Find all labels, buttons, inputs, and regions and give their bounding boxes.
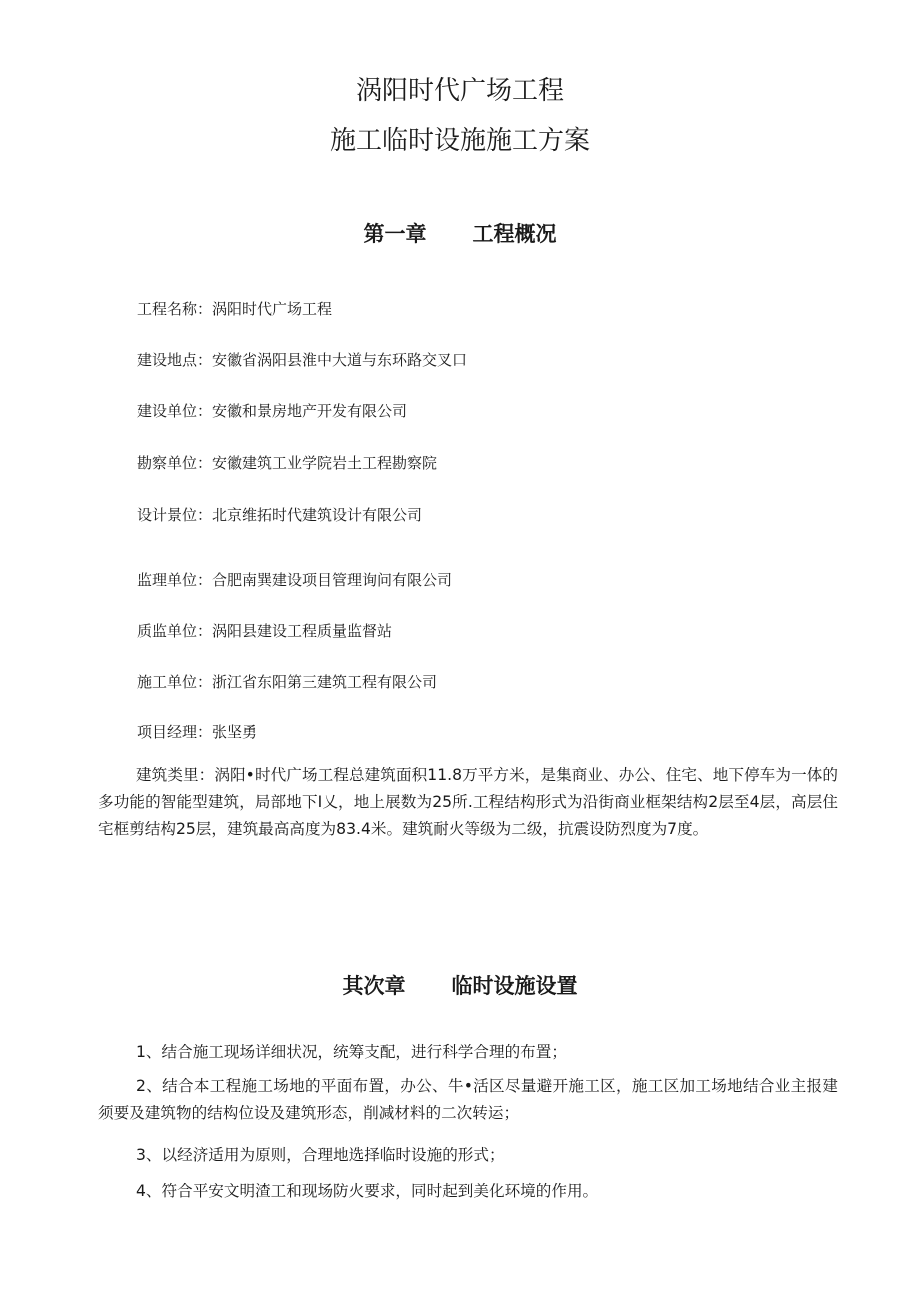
info-owner — [137, 400, 407, 422]
info-label: 设计景位： — [137, 506, 213, 524]
principle-item: 4、符合平安文明渣工和现场防火要求，同时起到美化环境的作用。 — [136, 1182, 599, 1200]
info-contractor — [137, 671, 437, 693]
info-design — [137, 504, 422, 526]
info-label: 项目经理： — [137, 723, 213, 741]
info-value: 安徽建筑工业学院岩土工程勘察院 — [212, 454, 438, 472]
building-description: 建筑类里：涡阳•时代广场工程总建筑面积11.8万平方米，是集商业、办公、住宅、地下停车为一体的多功能的智能型建筑，局部地下I乂，地上展数为25所.工程结构形式为沿街商业框架结构2层至4层，高层住宅框剪结构25层，建筑最高高度为83.4米。建筑耐火等级为二级，抗震设防烈度为7度。 — [98, 766, 838, 838]
info-label: 建设单位： — [137, 402, 213, 420]
principle-item: 1、结合施工现场详细状况，统筹支配，进行科学合理的布置； — [136, 1043, 567, 1061]
document-title-line1: 涡阳时代广场工程 — [355, 76, 564, 106]
info-label: 工程名称： — [137, 300, 213, 318]
chapter1-heading — [0, 219, 920, 249]
info-supervision — [137, 569, 452, 591]
info-value: 安徽省涡阳县淮中大道与东环路交叉口 — [212, 351, 468, 369]
info-label: 勘察单位： — [137, 454, 213, 472]
info-survey — [137, 452, 437, 474]
info-value: 张坚勇 — [212, 723, 258, 741]
principle-item: 3、以经济适用为原则，合理地选择临时设施的形式； — [136, 1146, 505, 1164]
chapter1-number: 第一章 — [363, 222, 427, 246]
info-label: 施工单位： — [137, 673, 213, 691]
principle-item: 2、结合本工程施工场地的平面布置，办公、牛•活区尽量避开施工区，施工区加工场地结合业主报建须要及建筑物的结构位设及建筑形态，削减材料的二次转运； — [98, 1077, 838, 1122]
info-value: 合肥南巽建设项目管理询问有限公司 — [212, 571, 453, 589]
info-value: 北京维拓时代建筑设计有限公司 — [212, 506, 423, 524]
info-location — [137, 349, 467, 371]
chapter1-name: 工程概况 — [472, 222, 557, 246]
info-quality-supervision — [137, 620, 392, 642]
chapter2-number: 其次章 — [342, 974, 406, 998]
info-label: 监理单位： — [137, 571, 213, 589]
info-value: 涡阳县建设工程质量监督站 — [212, 622, 393, 640]
info-value: 浙江省东阳第三建筑工程有限公司 — [212, 673, 438, 691]
document-title-line2: 施工临时设施施工方案 — [329, 126, 590, 156]
info-label: 建设地点： — [137, 351, 213, 369]
info-project-name — [137, 298, 332, 320]
chapter2-name: 临时设施设置 — [451, 974, 578, 998]
info-project-manager — [137, 721, 257, 743]
info-label: 质监单位： — [137, 622, 213, 640]
info-value: 涡阳时代广场工程 — [212, 300, 333, 318]
info-value: 安徽和景房地产开发有限公司 — [212, 402, 408, 420]
chapter2-heading — [0, 971, 920, 1001]
